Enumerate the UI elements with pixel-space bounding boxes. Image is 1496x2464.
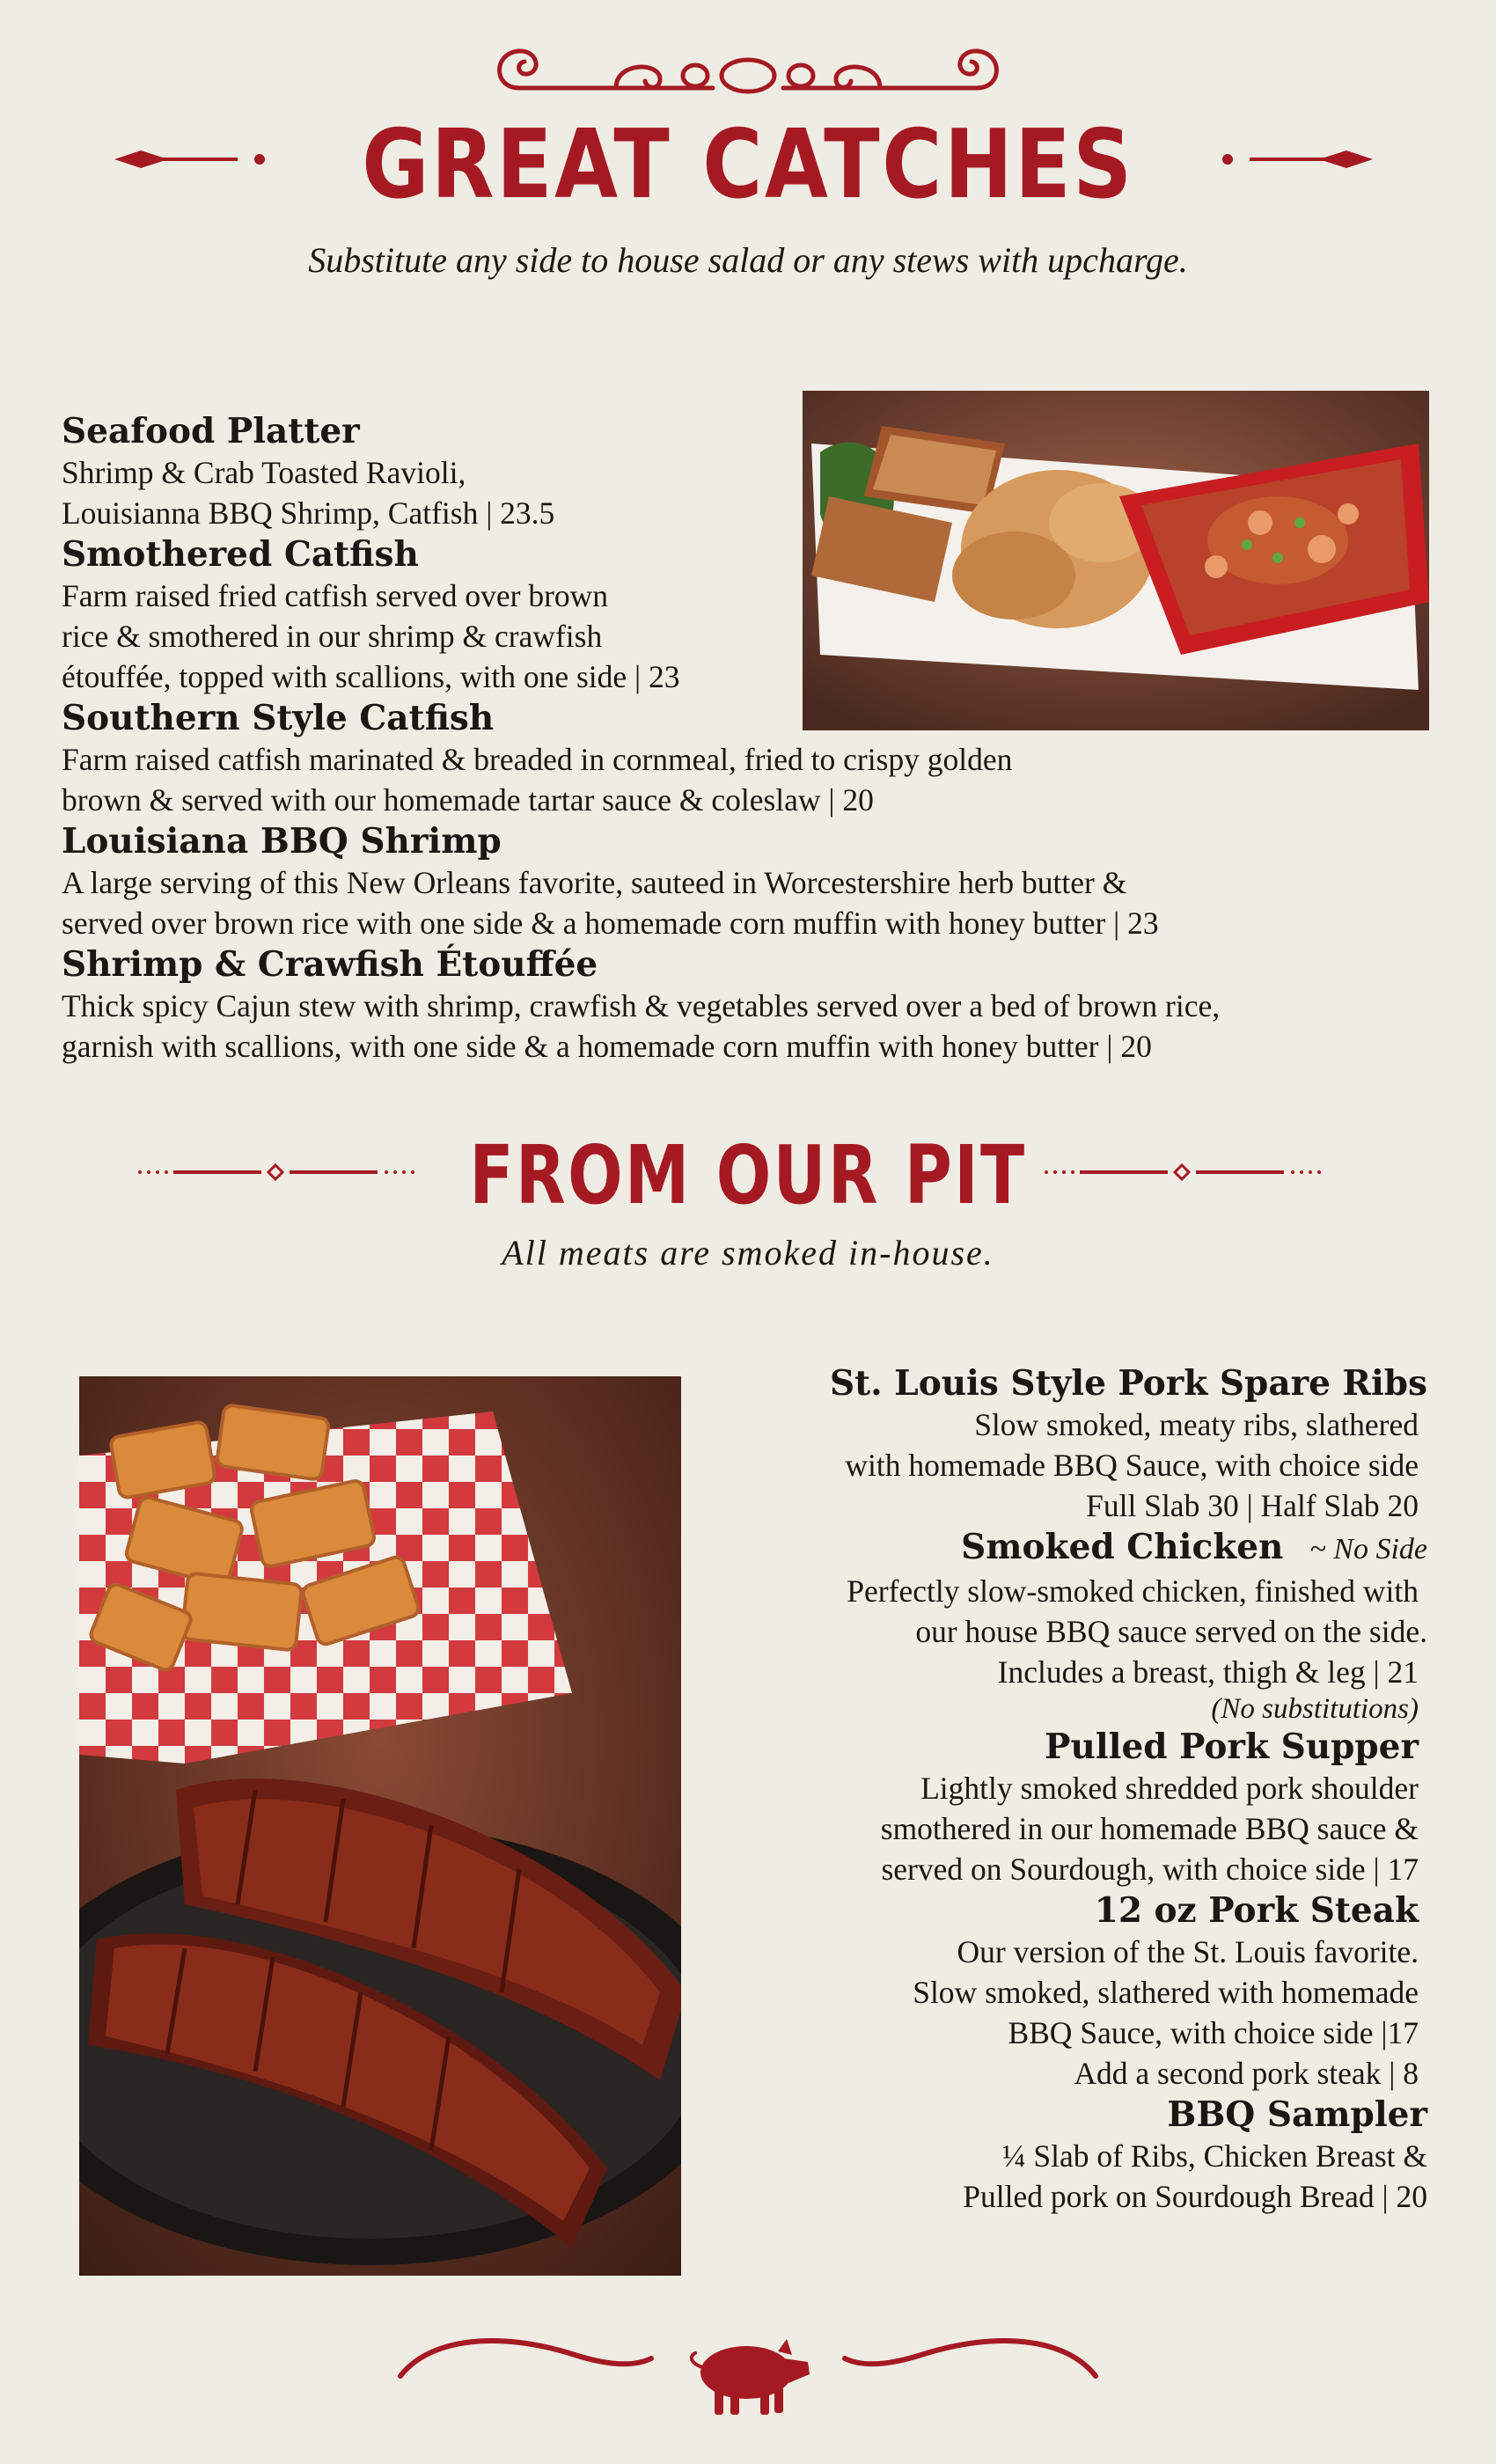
item-description: ¼ Slab of Ribs, Chicken Breast & (1001, 2138, 1427, 2174)
menu-item-pork-steak (653, 1889, 1427, 2094)
item-description: served over brown rice with one side & a homemade corn muffin with honey butter | 23 (62, 906, 1159, 941)
item-name: Louisiana BBQ Shrimp (62, 821, 502, 862)
menu-item-bbq-sampler (653, 2094, 1427, 2217)
item-description: étouffée, topped with scallions, with one side | 23 (62, 659, 680, 694)
from-our-pit-title: FROM OUR PIT (469, 1128, 1027, 1222)
item-name: Shrimp & Crawfish Étouffée (62, 944, 598, 985)
item-description: Thick spicy Cajun stew with shrimp, crawfish & vegetables served over a bed of brown rice, (62, 988, 1221, 1023)
item-description: A large serving of this New Orleans favorite, sauteed in Worcestershire herb butter & (62, 865, 1127, 900)
menu-item-pork-spare-ribs (653, 1362, 1427, 1526)
item-description: Full Slab 30 | Half Slab 20 (1086, 1488, 1419, 1523)
item-description: Farm raised catfish marinated & breaded in cornmeal, fried to crispy golden (62, 742, 1013, 777)
scroll-flourish-icon (484, 35, 1012, 114)
item-description: Farm raised fried catfish served over brown (62, 578, 609, 613)
item-description: smothered in our homemade BBQ sauce & (880, 1811, 1419, 1846)
item-description: Lightly smoked shredded pork shoulder (920, 1771, 1419, 1806)
item-name: Smoked Chicken (961, 1527, 1284, 1567)
ribs-and-fries-photo (79, 1376, 681, 2276)
bottom-swash-left (396, 2332, 660, 2385)
item-description: brown & served with our homemade tartar sauce & coleslaw | 20 (62, 782, 874, 818)
item-name: St. Louis Style Pork Spare Ribs (829, 1363, 1427, 1404)
menu-item-southern-style-catfish (62, 697, 1434, 820)
item-description: Perfectly slow-smoked chicken, finished with (847, 1573, 1419, 1609)
item-description: Add a second pork steak | 8 (1074, 2056, 1419, 2091)
item-description: our house BBQ sauce served on the side. (915, 1614, 1427, 1649)
item-description: Shrimp & Crab Toasted Ravioli, (62, 455, 466, 490)
no-side-tag: ~ No Side (1309, 1533, 1427, 1566)
item-name: Southern Style Catfish (62, 698, 495, 738)
item-name: 12 oz Pork Steak (1094, 1890, 1419, 1931)
item-name-row (653, 1526, 1427, 1571)
great-catches-subtitle: Substitute any side to house salad or any stews with upcharge. (308, 240, 1188, 280)
item-description: Pulled pork on Sourdough Bread | 20 (963, 2179, 1427, 2214)
great-catches-list (62, 410, 1434, 1067)
item-description: with homemade BBQ Sauce, with choice side (845, 1448, 1419, 1483)
item-description: served on Sourdough, with choice side | 17 (881, 1852, 1419, 1887)
item-description: Includes a breast, thigh & leg | 21 (997, 1654, 1419, 1690)
item-name: Pulled Pork Supper (1045, 1727, 1419, 1767)
menu-item-pulled-pork-supper (653, 1726, 1427, 1889)
item-description: Louisianna BBQ Shrimp, Catfish | 23.5 (62, 495, 555, 531)
item-description: Our version of the St. Louis favorite. (957, 1934, 1419, 1969)
menu-item-shrimp-crawfish-etouffee (62, 943, 1434, 1067)
from-our-pit-subtitle: All meats are smoked in-house. (502, 1233, 994, 1272)
menu-item-seafood-platter (62, 410, 1434, 533)
item-name: Seafood Platter (62, 411, 360, 451)
bottom-swash-right (836, 2332, 1100, 2385)
great-catches-title: GREAT CATCHES (362, 110, 1134, 220)
item-name: Smothered Catfish (62, 534, 419, 575)
menu-item-smothered-catfish (62, 533, 1434, 697)
pig-icon (679, 2332, 817, 2420)
item-description: Slow smoked, meaty ribs, slathered (974, 1407, 1419, 1442)
item-description: Slow smoked, slathered with homemade (913, 1975, 1419, 2010)
from-our-pit-list (653, 1362, 1427, 2217)
item-description: BBQ Sauce, with choice side |17 (1008, 2015, 1419, 2050)
item-description: rice & smothered in our shrimp & crawfish (62, 619, 603, 654)
menu-item-smoked-chicken (653, 1526, 1427, 1726)
item-description: garnish with scallions, with one side & a homemade corn muffin with honey butter | 20 (62, 1029, 1152, 1064)
item-name: BBQ Sampler (1167, 2094, 1427, 2135)
item-note: (No substitutions) (1211, 1693, 1419, 1725)
menu-item-louisiana-bbq-shrimp (62, 820, 1434, 943)
